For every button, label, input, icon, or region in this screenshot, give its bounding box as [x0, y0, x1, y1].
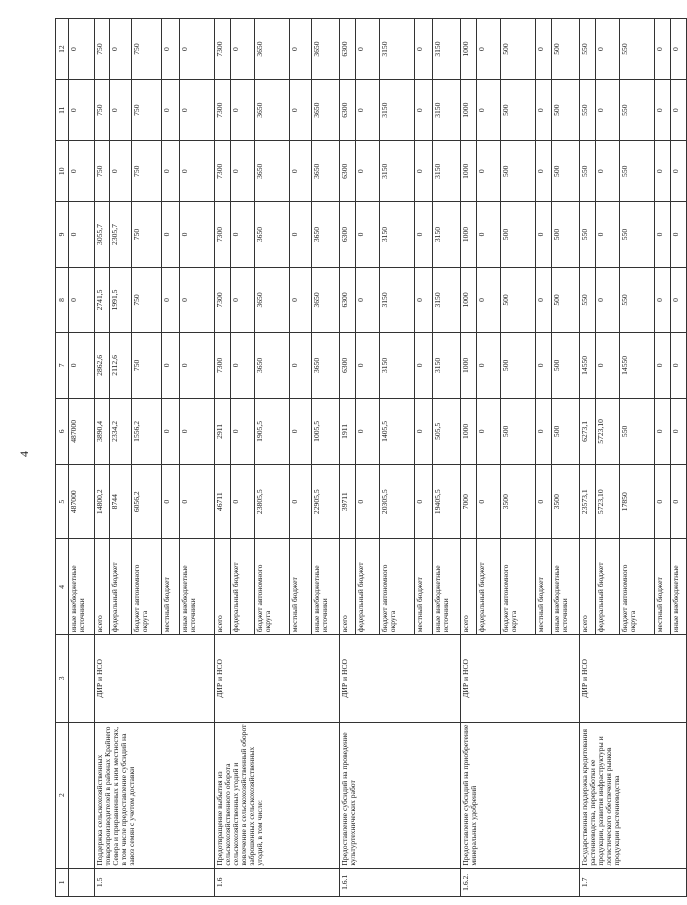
value-cell: 500 — [552, 333, 580, 398]
item-name-cell: Государственная поддержка кредитования растениеводства, переработки ее продукции, развития инфраструктуры и логистического обеспечения рынков продукции растениеводства — [580, 722, 687, 868]
funding-source-cell: местный бюджет — [536, 539, 552, 635]
funding-source-cell: иные внебюджетные источники — [180, 539, 215, 635]
value-cell: 19405,5 — [433, 465, 461, 539]
value-cell: 0 — [180, 267, 215, 332]
value-cell: 0 — [162, 267, 180, 332]
value-cell: 0 — [110, 19, 132, 80]
value-cell: 6273,1 — [580, 398, 596, 465]
value-cell: 3650 — [255, 19, 290, 80]
value-cell: 0 — [162, 202, 180, 267]
funding-source-cell: иные внебюджетные — [671, 539, 687, 635]
value-cell: 750 — [132, 202, 162, 267]
value-cell: 0 — [69, 141, 95, 202]
value-cell: 0 — [655, 141, 671, 202]
value-cell: 0 — [162, 80, 180, 141]
item-number-cell — [69, 868, 95, 896]
value-cell: 3150 — [433, 141, 461, 202]
value-cell: 1405,5 — [380, 398, 415, 465]
value-cell: 0 — [231, 141, 255, 202]
value-cell: 3650 — [255, 141, 290, 202]
value-cell: 750 — [95, 80, 110, 141]
value-cell: 550 — [620, 398, 655, 465]
value-cell: 550 — [620, 80, 655, 141]
value-cell: 0 — [162, 398, 180, 465]
value-cell: 1000 — [461, 267, 477, 332]
funding-source-cell: бюджет автономного округа — [255, 539, 290, 635]
value-cell: 550 — [580, 267, 596, 332]
funding-source-cell: федеральный бюджет — [110, 539, 132, 635]
value-cell: 0 — [180, 19, 215, 80]
value-cell: 0 — [477, 333, 501, 398]
value-cell: 6300 — [340, 333, 356, 398]
value-cell: 39711 — [340, 465, 356, 539]
value-cell: 0 — [655, 19, 671, 80]
funding-source-cell: иные внебюджетные источники — [69, 539, 95, 635]
table-row — [340, 19, 356, 897]
value-cell: 23805,5 — [255, 465, 290, 539]
column-header: 12 — [56, 19, 69, 80]
value-cell: 0 — [536, 80, 552, 141]
value-cell: 0 — [477, 19, 501, 80]
value-cell: 7300 — [215, 80, 231, 141]
value-cell: 3150 — [380, 267, 415, 332]
value-cell: 3150 — [380, 333, 415, 398]
table-row — [215, 19, 231, 897]
value-cell: 500 — [501, 19, 536, 80]
executor-cell: ДИР и НСО — [95, 635, 215, 722]
value-cell: 23573,1 — [580, 465, 596, 539]
table-row — [580, 19, 596, 897]
value-cell: 500 — [552, 80, 580, 141]
value-cell: 500 — [501, 141, 536, 202]
value-cell: 500 — [552, 267, 580, 332]
value-cell: 0 — [536, 333, 552, 398]
item-name-cell: Предоставление субсидий на приобретение минеральных удобрений — [461, 722, 580, 868]
value-cell: 0 — [69, 333, 95, 398]
value-cell: 0 — [356, 465, 380, 539]
value-cell: 487000 — [69, 398, 95, 465]
value-cell: 0 — [536, 141, 552, 202]
value-cell: 0 — [69, 19, 95, 80]
value-cell: 3650 — [312, 202, 340, 267]
funding-source-cell: всего — [580, 539, 596, 635]
value-cell: 0 — [180, 141, 215, 202]
funding-source-cell: федеральный бюджет — [596, 539, 620, 635]
value-cell: 487000 — [69, 465, 95, 539]
value-cell: 0 — [180, 202, 215, 267]
value-cell: 0 — [415, 267, 433, 332]
value-cell: 22905,5 — [312, 465, 340, 539]
value-cell: 3150 — [380, 19, 415, 80]
value-cell: 0 — [655, 465, 671, 539]
value-cell: 0 — [671, 202, 687, 267]
value-cell: 0 — [180, 333, 215, 398]
value-cell: 0 — [477, 267, 501, 332]
value-cell: 0 — [290, 202, 312, 267]
value-cell: 3055,7 — [95, 202, 110, 267]
value-cell: 0 — [290, 465, 312, 539]
value-cell: 500 — [552, 141, 580, 202]
value-cell: 0 — [596, 267, 620, 332]
value-cell: 0 — [536, 267, 552, 332]
funding-source-cell: иные внебюджетные источники — [552, 539, 580, 635]
value-cell: 1991,5 — [110, 267, 132, 332]
value-cell: 0 — [671, 465, 687, 539]
value-cell: 0 — [290, 141, 312, 202]
column-header: 7 — [56, 333, 69, 398]
value-cell: 0 — [536, 398, 552, 465]
value-cell: 0 — [596, 202, 620, 267]
value-cell: 550 — [620, 19, 655, 80]
value-cell: 3500 — [501, 465, 536, 539]
value-cell: 0 — [162, 333, 180, 398]
funding-source-cell: бюджет автономного округа — [380, 539, 415, 635]
value-cell: 0 — [477, 465, 501, 539]
value-cell: 7300 — [215, 141, 231, 202]
value-cell: 550 — [580, 141, 596, 202]
value-cell: 3650 — [312, 141, 340, 202]
value-cell: 1000 — [461, 398, 477, 465]
value-cell: 6300 — [340, 141, 356, 202]
value-cell: 0 — [596, 19, 620, 80]
value-cell: 0 — [231, 202, 255, 267]
value-cell: 0 — [477, 80, 501, 141]
funding-source-cell: местный бюджет — [290, 539, 312, 635]
table-row — [69, 19, 95, 897]
value-cell: 7300 — [215, 19, 231, 80]
value-cell: 0 — [231, 19, 255, 80]
value-cell: 0 — [415, 202, 433, 267]
value-cell: 3150 — [433, 333, 461, 398]
item-number-cell: 1.5 — [95, 868, 215, 896]
value-cell: 0 — [671, 333, 687, 398]
value-cell: 3150 — [433, 202, 461, 267]
value-cell: 2112,6 — [110, 333, 132, 398]
value-cell: 7300 — [215, 333, 231, 398]
value-cell: 0 — [290, 333, 312, 398]
value-cell: 46711 — [215, 465, 231, 539]
value-cell: 6056,2 — [132, 465, 162, 539]
table-row — [95, 19, 110, 897]
value-cell: 0 — [180, 465, 215, 539]
value-cell: 2862,6 — [95, 333, 110, 398]
value-cell: 2741,5 — [95, 267, 110, 332]
value-cell: 0 — [162, 141, 180, 202]
funding-source-cell: федеральный бюджет — [356, 539, 380, 635]
value-cell: 500 — [552, 398, 580, 465]
funding-source-cell: бюджет автономного округа — [620, 539, 655, 635]
funding-source-cell: федеральный бюджет — [231, 539, 255, 635]
funding-source-cell: всего — [340, 539, 356, 635]
value-cell: 0 — [415, 333, 433, 398]
value-cell: 0 — [69, 267, 95, 332]
rotated-table-container — [55, 18, 680, 897]
value-cell: 500 — [501, 398, 536, 465]
value-cell: 2911 — [215, 398, 231, 465]
value-cell: 0 — [356, 202, 380, 267]
value-cell: 0 — [231, 80, 255, 141]
value-cell: 750 — [95, 19, 110, 80]
value-cell: 6300 — [340, 202, 356, 267]
funding-source-cell: всего — [461, 539, 477, 635]
value-cell: 2334,2 — [110, 398, 132, 465]
value-cell: 0 — [69, 80, 95, 141]
value-cell: 3650 — [312, 19, 340, 80]
value-cell: 3650 — [312, 267, 340, 332]
value-cell: 0 — [356, 267, 380, 332]
value-cell: 0 — [356, 333, 380, 398]
value-cell: 0 — [290, 267, 312, 332]
value-cell: 500 — [501, 202, 536, 267]
value-cell: 0 — [162, 19, 180, 80]
item-name-cell: Предотвращение выбытия из сельскохозяйственного оборота сельскохозяйственных угодий и вовлечение в сельскохозяйственный оборот заброшенных сельскохозяйственных угодий, в том числе: — [215, 722, 340, 868]
value-cell: 750 — [95, 141, 110, 202]
value-cell: 505,5 — [433, 398, 461, 465]
value-cell: 0 — [655, 80, 671, 141]
value-cell: 0 — [671, 141, 687, 202]
value-cell: 3650 — [312, 333, 340, 398]
value-cell: 0 — [356, 398, 380, 465]
value-cell: 5723,10 — [596, 398, 620, 465]
value-cell: 3150 — [433, 19, 461, 80]
value-cell: 500 — [501, 333, 536, 398]
value-cell: 0 — [655, 202, 671, 267]
funding-source-cell: местный бюджет — [655, 539, 671, 635]
value-cell: 750 — [132, 80, 162, 141]
value-cell: 3650 — [255, 80, 290, 141]
value-cell: 17850 — [620, 465, 655, 539]
value-cell: 0 — [231, 465, 255, 539]
value-cell: 0 — [290, 80, 312, 141]
funding-source-cell: иные внебюджетные источники — [433, 539, 461, 635]
funding-source-cell: всего — [95, 539, 110, 635]
value-cell: 0 — [180, 398, 215, 465]
executor-cell: ДИР и НСО — [215, 635, 340, 722]
program-funding-table — [55, 18, 687, 897]
value-cell: 1000 — [461, 202, 477, 267]
value-cell: 0 — [655, 398, 671, 465]
value-cell: 500 — [501, 80, 536, 141]
value-cell: 0 — [231, 333, 255, 398]
value-cell: 0 — [162, 465, 180, 539]
value-cell: 0 — [231, 398, 255, 465]
value-cell: 550 — [580, 19, 596, 80]
value-cell: 8744 — [110, 465, 132, 539]
executor-cell — [69, 635, 95, 722]
value-cell: 6300 — [340, 267, 356, 332]
value-cell: 0 — [415, 80, 433, 141]
value-cell: 6300 — [340, 19, 356, 80]
column-header: 8 — [56, 267, 69, 332]
value-cell: 0 — [671, 267, 687, 332]
value-cell: 0 — [69, 202, 95, 267]
funding-source-cell: бюджет автономного округа — [132, 539, 162, 635]
value-cell: 0 — [110, 141, 132, 202]
value-cell: 500 — [552, 202, 580, 267]
value-cell: 550 — [620, 267, 655, 332]
value-cell: 20305,5 — [380, 465, 415, 539]
item-number-cell: 1.6.1 — [340, 868, 461, 896]
item-name-cell: Поддержка сельскохозяйственных товаропроизводителей в районах Крайнего Севера и приравненных к ним местностях, в том числе предоставление субсидий на завоз семян с учетом доставки — [95, 722, 215, 868]
column-header: 2 — [56, 722, 69, 868]
value-cell: 0 — [655, 267, 671, 332]
value-cell: 0 — [415, 465, 433, 539]
funding-source-cell: федеральный бюджет — [477, 539, 501, 635]
value-cell: 0 — [671, 19, 687, 80]
value-cell: 500 — [552, 19, 580, 80]
value-cell: 1000 — [461, 141, 477, 202]
value-cell: 500 — [501, 267, 536, 332]
value-cell: 0 — [290, 398, 312, 465]
value-cell: 0 — [477, 398, 501, 465]
funding-source-cell: бюджет автономного округа — [501, 539, 536, 635]
table-row — [461, 19, 477, 897]
value-cell: 0 — [671, 80, 687, 141]
value-cell: 0 — [290, 19, 312, 80]
value-cell: 1905,5 — [255, 398, 290, 465]
item-name-cell — [69, 722, 95, 868]
value-cell: 0 — [356, 80, 380, 141]
item-number-cell: 1.6.2. — [461, 868, 580, 896]
value-cell: 550 — [620, 141, 655, 202]
executor-cell: ДИР и НСО — [340, 635, 461, 722]
value-cell: 0 — [415, 19, 433, 80]
value-cell: 0 — [415, 398, 433, 465]
value-cell: 3150 — [433, 267, 461, 332]
value-cell: 0 — [655, 333, 671, 398]
value-cell: 0 — [671, 398, 687, 465]
value-cell: 7000 — [461, 465, 477, 539]
value-cell: 14550 — [580, 333, 596, 398]
value-cell: 3650 — [255, 202, 290, 267]
value-cell: 14550 — [620, 333, 655, 398]
value-cell: 750 — [132, 19, 162, 80]
value-cell: 0 — [536, 19, 552, 80]
value-cell: 3150 — [380, 141, 415, 202]
value-cell: 7300 — [215, 202, 231, 267]
column-header: 5 — [56, 465, 69, 539]
value-cell: 1911 — [340, 398, 356, 465]
value-cell: 1000 — [461, 80, 477, 141]
value-cell: 5723,10 — [596, 465, 620, 539]
page-number: 4 — [17, 451, 31, 457]
value-cell: 1000 — [461, 333, 477, 398]
column-header: 6 — [56, 398, 69, 465]
value-cell: 3650 — [255, 333, 290, 398]
value-cell: 750 — [132, 333, 162, 398]
value-cell: 0 — [356, 141, 380, 202]
value-cell: 7300 — [215, 267, 231, 332]
value-cell: 0 — [596, 333, 620, 398]
value-cell: 0 — [536, 465, 552, 539]
value-cell: 0 — [415, 141, 433, 202]
value-cell: 3650 — [312, 80, 340, 141]
executor-cell: ДИР и НСО — [580, 635, 687, 722]
value-cell: 0 — [110, 80, 132, 141]
value-cell: 0 — [356, 19, 380, 80]
value-cell: 550 — [580, 80, 596, 141]
value-cell: 0 — [180, 80, 215, 141]
column-header: 1 — [56, 868, 69, 896]
value-cell: 0 — [596, 141, 620, 202]
column-header: 4 — [56, 539, 69, 635]
column-header: 3 — [56, 635, 69, 722]
funding-source-cell: иные внебюджетные источники — [312, 539, 340, 635]
value-cell: 550 — [620, 202, 655, 267]
value-cell: 3150 — [380, 80, 415, 141]
value-cell: 3890,4 — [95, 398, 110, 465]
column-header: 11 — [56, 80, 69, 141]
funding-source-cell: всего — [215, 539, 231, 635]
value-cell: 6300 — [340, 80, 356, 141]
value-cell: 1000 — [461, 19, 477, 80]
column-header: 10 — [56, 141, 69, 202]
value-cell: 0 — [536, 202, 552, 267]
value-cell: 1005,5 — [312, 398, 340, 465]
header-row — [56, 19, 69, 897]
value-cell: 3650 — [255, 267, 290, 332]
value-cell: 2305,7 — [110, 202, 132, 267]
item-number-cell: 1.6 — [215, 868, 340, 896]
value-cell: 750 — [132, 267, 162, 332]
value-cell: 750 — [132, 141, 162, 202]
funding-source-cell: местный бюджет — [162, 539, 180, 635]
value-cell: 1556,2 — [132, 398, 162, 465]
value-cell: 14800,2 — [95, 465, 110, 539]
funding-source-cell: местный бюджет — [415, 539, 433, 635]
value-cell: 0 — [231, 267, 255, 332]
value-cell: 3150 — [380, 202, 415, 267]
value-cell: 3150 — [433, 80, 461, 141]
item-number-cell: 1.7 — [580, 868, 687, 896]
value-cell: 0 — [477, 202, 501, 267]
value-cell: 0 — [477, 141, 501, 202]
value-cell: 3500 — [552, 465, 580, 539]
item-name-cell: Предоставление субсидий на проведение культуртехнических работ — [340, 722, 461, 868]
executor-cell: ДИР и НСО — [461, 635, 580, 722]
value-cell: 0 — [596, 80, 620, 141]
value-cell: 550 — [580, 202, 596, 267]
column-header: 9 — [56, 202, 69, 267]
